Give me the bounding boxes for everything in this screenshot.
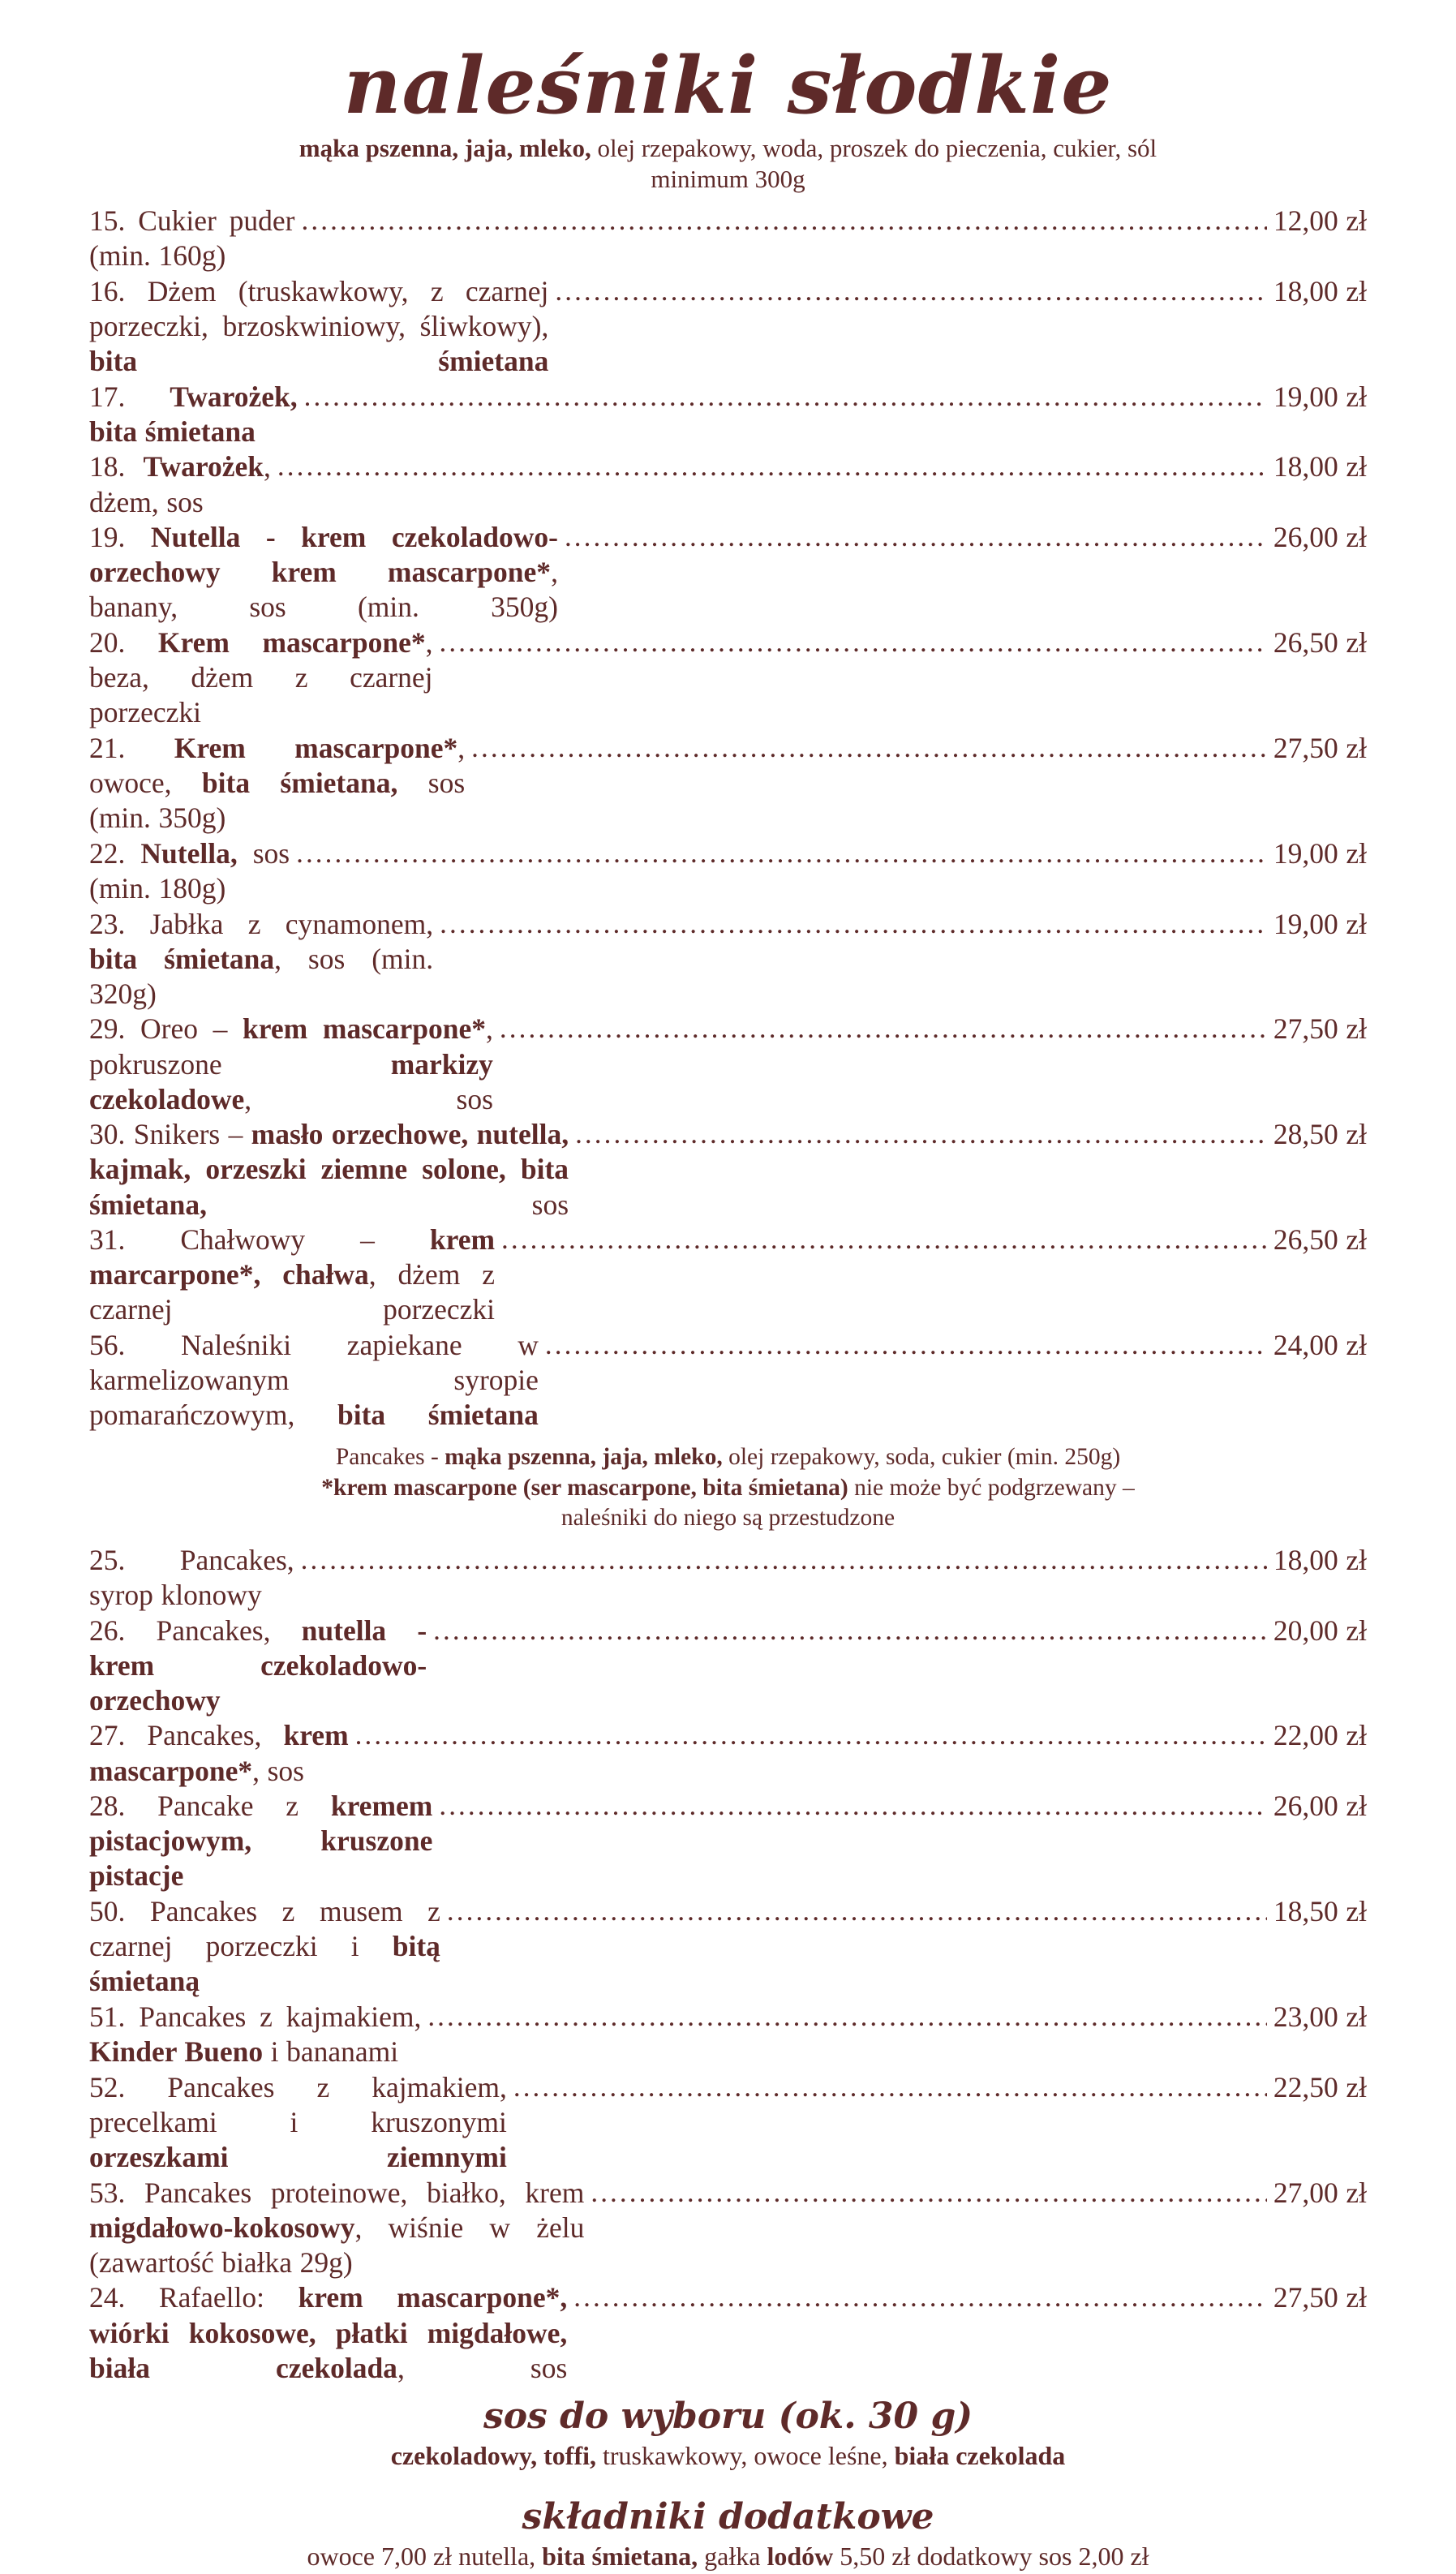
menu-item-price: 26,50 zł [1273, 1223, 1367, 1257]
menu-item-number: 18. [89, 450, 126, 483]
dot-leader [440, 625, 1267, 660]
menu-item-number: 20. [89, 626, 126, 659]
menu-item-text: Jabłka z cynamonem, [125, 907, 434, 940]
menu-item-price: 23,00 zł [1273, 2000, 1367, 2033]
menu-item [89, 380, 1367, 449]
dot-leader [277, 449, 1267, 484]
menu-item-description [89, 2280, 567, 2385]
menu-item-text: sos [206, 1188, 569, 1221]
menu-item-price: 26,00 zł [1273, 1790, 1367, 1823]
menu-item-description [89, 1328, 539, 1433]
menu-item-description [89, 380, 298, 449]
menu-item-text: , sos [252, 1754, 304, 1787]
dot-leader [296, 836, 1267, 871]
dot-leader [501, 1223, 1267, 1257]
menu-item-text: Chałwowy – [125, 1223, 430, 1257]
menu-item-price: 19,00 zł [1273, 836, 1367, 870]
menu-item-text-bold: orzeszkami ziemnymi [89, 2140, 507, 2173]
menu-item-number: 19. [89, 521, 126, 554]
menu-item-price: 18,50 zł [1273, 1895, 1367, 1928]
extras-title: składniki dodatkowe [522, 2495, 934, 2537]
menu-item-text: , dżem z czarnej porzeczki [89, 1258, 496, 1326]
menu-item-text-bold: krem marcarpone*, chałwa [89, 1223, 496, 1291]
menu-item-number: 26. [89, 1614, 126, 1647]
menu-item-text: , owoce, [89, 731, 466, 799]
header-minimum-weight: minimum 300g [651, 164, 805, 193]
menu-item-price: 18,00 zł [1273, 450, 1367, 483]
extras-plain-c: 5,50 zł dodatkowy sos 2,00 zł [833, 2542, 1149, 2572]
menu-item-description [89, 907, 433, 1012]
menu-item [89, 520, 1367, 625]
menu-item-price: 18,00 zł [1273, 274, 1367, 307]
menu-item-description [89, 2176, 584, 2280]
menu-item-description [89, 836, 290, 906]
page-title: naleśniki słodkie [343, 40, 1113, 131]
dot-leader [433, 1614, 1267, 1648]
menu-item-text-bold: krem mascarpone* [89, 1719, 349, 1787]
menu-item-number: 23. [89, 907, 126, 940]
menu-item [89, 1718, 1367, 1788]
menu-item-text: Pancakes proteinowe, białko, krem [125, 2176, 585, 2209]
menu-item-price: 18,00 zł [1273, 1543, 1367, 1576]
menu-item-number: 29. [89, 1012, 126, 1046]
note-line2-bold: *krem mascarpone (ser mascarpone, bita śmietana) [321, 1474, 848, 1501]
menu-item [89, 2070, 1367, 2175]
menu-item-description [89, 204, 295, 273]
pancakes-menu-list [89, 1543, 1367, 2386]
menu-item [89, 1328, 1367, 1433]
menu-item-text: Pancakes, [125, 1614, 302, 1647]
menu-item-description [89, 2070, 507, 2175]
header-ingredients [89, 133, 1367, 164]
menu-item [89, 1614, 1367, 1718]
menu-item-text-bold: bita śmietana [89, 942, 275, 975]
menu-item-text: Rafaello: [125, 2281, 299, 2314]
menu-item-text-bold: Twarożek [125, 450, 264, 483]
dot-leader [500, 1012, 1267, 1046]
sauces-title: sos do wyboru (ok. 30 g) [483, 2395, 973, 2437]
menu-item [89, 836, 1367, 906]
menu-item [89, 1894, 1367, 1999]
menu-item-price: 12,00 zł [1273, 204, 1367, 237]
dot-leader [513, 2070, 1267, 2105]
menu-item-text: , wiśnie w żelu (zawartość białka 29g) [89, 2211, 585, 2279]
header-ingredients-bold: mąka pszenna, jaja, mleko, [299, 134, 591, 162]
sauces-plain: truskawkowy, owoce leśne, [596, 2441, 895, 2471]
menu-item-description [89, 520, 558, 625]
menu-item [89, 2000, 1367, 2069]
dot-leader [575, 1117, 1267, 1152]
dot-leader [439, 1789, 1267, 1824]
menu-item-price: 27,50 zł [1273, 2281, 1367, 2314]
menu-item-text: , beza, dżem z czarnej porzeczki [89, 626, 433, 729]
menu-item-price: 19,00 zł [1273, 907, 1367, 940]
menu-item-price: 22,00 zł [1273, 1719, 1367, 1752]
menu-item-description [89, 2000, 421, 2069]
note-line3: naleśniki do niego są przestudzone [560, 1504, 896, 1531]
menu-item-description [89, 1718, 349, 1788]
menu-item-text: , dżem, sos [89, 450, 271, 518]
menu-item-text-bold: masło orzechowe, nutella, kajmak, orzeszki ziemne solone, bita śmietana, [89, 1118, 569, 1221]
menu-item [89, 1223, 1367, 1327]
menu-item-text-bold: bita śmietana, [201, 767, 398, 799]
menu-item-text-bold: Twarożek, bita śmietana [89, 380, 298, 448]
dot-leader [440, 907, 1267, 942]
menu-item-number: 30. [89, 1118, 126, 1151]
menu-item-price: 28,50 zł [1273, 1118, 1367, 1151]
menu-item-number: 15. [89, 204, 126, 237]
menu-item-number: 52. [89, 2070, 126, 2103]
dot-leader [555, 274, 1267, 309]
menu-item-text: Naleśniki zapiekane w karmelizowanym syropie pomarańczowym, [89, 1329, 539, 1432]
sauces-bold-first: czekoladowy, toffi, [390, 2441, 596, 2471]
menu-item-text: Cukier puder (min. 160g) [89, 204, 295, 273]
extras-bold-a: bita śmietana, [542, 2542, 698, 2572]
menu-item-text-bold: bita śmietana [337, 1399, 539, 1432]
menu-item-number: 27. [89, 1719, 126, 1752]
menu-item-number: 53. [89, 2176, 126, 2209]
dot-leader [304, 380, 1267, 415]
menu-item-description [89, 625, 433, 730]
menu-item-description [89, 1894, 440, 1999]
menu-item-price: 27,50 zł [1273, 1012, 1367, 1046]
crepes-menu-list [89, 204, 1367, 1433]
menu-item-text: Pancakes, [125, 1719, 284, 1752]
menu-item-text: i bananami [263, 2035, 399, 2069]
menu-item-text-bold: Krem mascarpone* [125, 626, 426, 659]
menu-item-text-bold: nutella - krem czekoladowo-orzechowy [89, 1614, 427, 1717]
menu-item-number: 21. [89, 731, 126, 764]
menu-item-number: 50. [89, 1895, 126, 1928]
dot-leader [471, 731, 1267, 766]
menu-item-text: Pancake z [125, 1790, 331, 1823]
menu-item [89, 204, 1367, 273]
menu-item-text: , banany, sos (min. 350g) [89, 556, 558, 624]
menu-item-text: , pokruszone [89, 1012, 493, 1081]
note-line2-plain: nie może być podgrzewany – [848, 1474, 1135, 1501]
note-line1-prefix: Pancakes - [335, 1444, 445, 1471]
dot-leader [427, 2000, 1267, 2035]
note-pancake-ingredients [89, 1442, 1367, 1472]
extras-list [89, 2540, 1367, 2574]
extras-bold-b: lodów [767, 2542, 834, 2572]
menu-item [89, 274, 1367, 379]
menu-item-text: sos (min. 180g) [89, 836, 290, 905]
menu-item-text-bold: bita śmietana [89, 345, 549, 377]
note-mascarpone-warning [89, 1473, 1367, 1503]
menu-item-description [89, 1012, 493, 1116]
menu-item-price: 19,00 zł [1273, 380, 1367, 413]
menu-item-text-bold: Kinder Bueno [89, 2035, 264, 2069]
menu-item-text-bold: krem mascarpone*, wiórki kokosowe, płatki migdałowe, biała czekolada [89, 2281, 568, 2384]
dot-leader [302, 204, 1267, 238]
menu-item-text-bold: Nutella, [125, 836, 238, 870]
menu-item-text-bold: krem mascarpone* [243, 1012, 487, 1046]
menu-item-number: 25. [89, 1543, 126, 1576]
note-line1-suffix: olej rzepakowy, soda, cukier (min. 250g) [722, 1444, 1121, 1471]
menu-item-text: , sos [397, 2351, 568, 2384]
menu-item-text: , sos [244, 1082, 493, 1115]
extras-plain-b: gałka [698, 2542, 767, 2572]
menu-item [89, 2176, 1367, 2280]
menu-item-price: 26,50 zł [1273, 626, 1367, 659]
menu-item [89, 1012, 1367, 1116]
menu-item-number: 17. [89, 380, 126, 413]
menu-item-price: 27,50 zł [1273, 731, 1367, 764]
menu-item-text-bold: kremem pistacjowym, kruszone pistacje [89, 1790, 433, 1893]
menu-item-text: Pancakes z musem z czarnej porzeczki i [89, 1895, 440, 1963]
menu-item-price: 22,50 zł [1273, 2070, 1367, 2103]
dot-leader [565, 520, 1267, 555]
dot-leader [447, 1894, 1267, 1929]
sauces-list [89, 2439, 1367, 2473]
dot-leader [545, 1328, 1267, 1363]
menu-item [89, 731, 1367, 836]
menu-item [89, 1543, 1367, 1613]
menu-item-text-bold: markizy czekoladowe [89, 1047, 493, 1115]
menu-item [89, 449, 1367, 519]
menu-item-number: 51. [89, 2000, 126, 2033]
menu-item-description [89, 1789, 432, 1893]
menu-item-number: 24. [89, 2281, 126, 2314]
sauces-bold-last: biała czekolada [894, 2441, 1066, 2471]
menu-item-number: 22. [89, 836, 126, 870]
menu-item-text-bold: bitą śmietaną [89, 1930, 440, 1998]
menu-item [89, 2280, 1367, 2385]
menu-item-text-bold: Nutella - krem czekoladowo-orzechowy krem mascarpone* [89, 521, 558, 589]
menu-item-description [89, 1223, 495, 1327]
menu-item-text: Pancakes, syrop klonowy [89, 1543, 294, 1611]
menu-item-text: Oreo – [125, 1012, 243, 1046]
menu-item-description [89, 1117, 569, 1222]
menu-item-number: 56. [89, 1329, 126, 1361]
menu-item-text: Dżem (truskawkowy, z czarnej porzeczki, brzoskwiniowy, śliwkowy), [89, 274, 549, 342]
extras-plain-a: owoce 7,00 zł nutella, [307, 2542, 543, 2572]
menu-item-text-bold: migdałowo-kokosowy [89, 2211, 355, 2244]
menu-item-description [89, 274, 548, 379]
menu-item-number: 28. [89, 1790, 126, 1823]
menu-item-text: Pancakes z kajmakiem, precelkami i kruszonymi [89, 2070, 507, 2138]
menu-item-price: 27,00 zł [1273, 2176, 1367, 2209]
menu-item-number: 16. [89, 274, 126, 307]
menu-item-description [89, 1543, 294, 1613]
menu-item-text-bold: Krem mascarpone* [125, 731, 458, 764]
menu-item-number: 31. [89, 1223, 126, 1257]
menu-item [89, 1789, 1367, 1893]
menu-item-text: Pancakes z kajmakiem, [125, 2000, 422, 2033]
dot-leader [591, 2176, 1267, 2211]
dot-leader [355, 1718, 1267, 1753]
menu-item-description [89, 1614, 427, 1718]
dot-leader [301, 1543, 1267, 1578]
menu-item-price: 26,00 zł [1273, 521, 1367, 554]
dot-leader [573, 2280, 1267, 2315]
note-line1-bold: mąka pszenna, jaja, mleko, [445, 1444, 723, 1471]
menu-item-text: Snikers – [125, 1118, 251, 1151]
header-ingredients-rest: olej rzepakowy, woda, proszek do pieczenia, cukier, sól [591, 134, 1157, 162]
menu-item-description [89, 731, 465, 836]
menu-item-price: 20,00 zł [1273, 1614, 1367, 1647]
menu-item-text: sos (min. 350g) [89, 767, 466, 835]
pancake-notes [89, 1442, 1367, 1532]
menu-item-text: , sos (min. 320g) [89, 942, 434, 1010]
menu-item-description [89, 449, 271, 519]
menu-item-price: 24,00 zł [1273, 1329, 1367, 1361]
menu-item [89, 625, 1367, 730]
menu-item [89, 907, 1367, 1012]
menu-item [89, 1117, 1367, 1222]
